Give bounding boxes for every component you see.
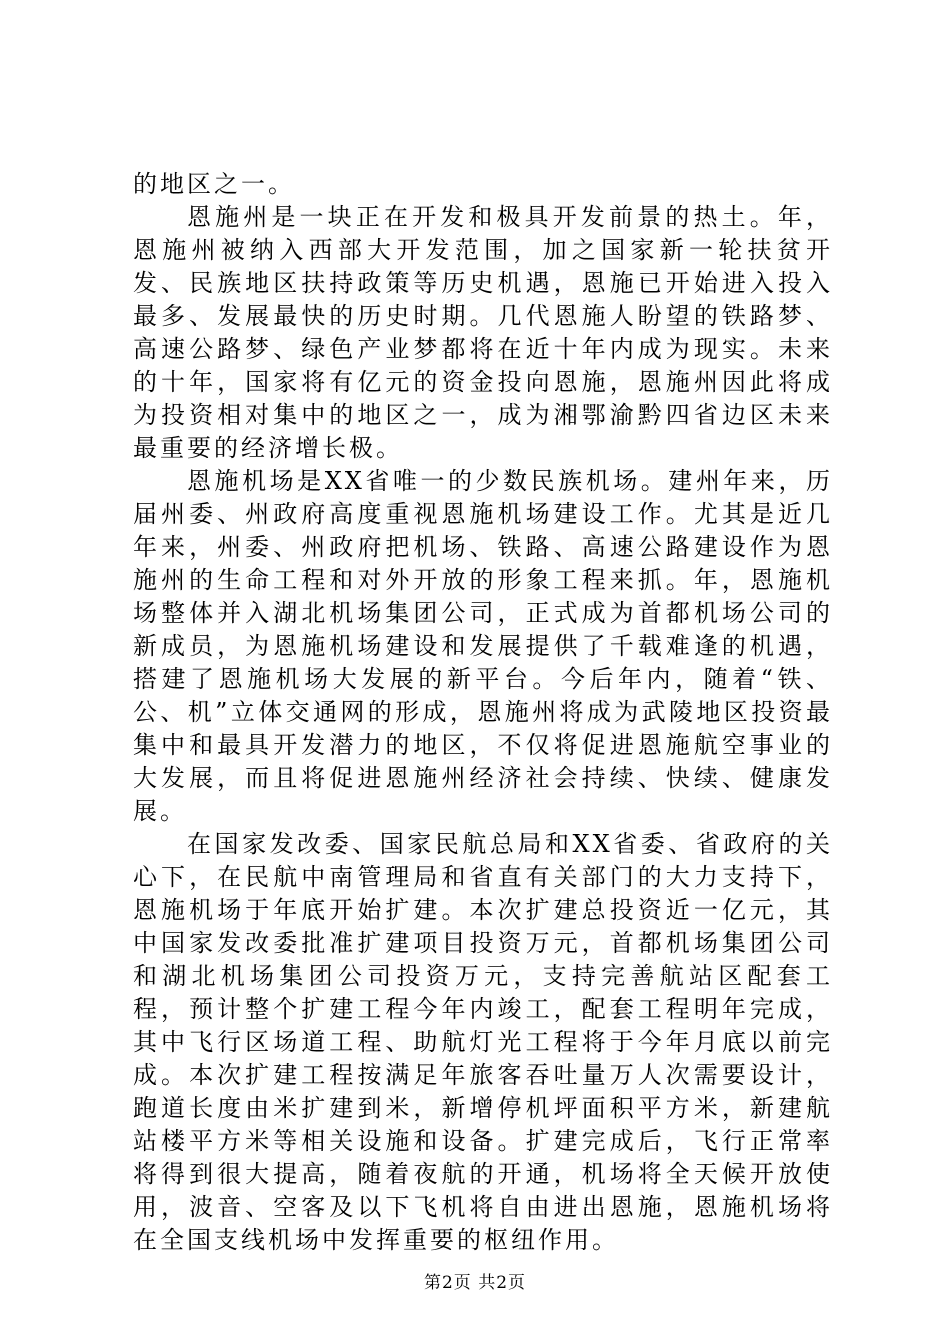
page-number-footer: 第2页 共2页	[423, 1273, 527, 1293]
paragraph-continuation: 的地区之一。	[133, 170, 295, 198]
paragraph-enshi-airport: 恩施机场是XX省唯一的少数民族机场。建州年来，历届州委、州政府高度重视恩施机场建设工作。尤其是近几年来，州委、州政府把机场、铁路、高速公路建设作为恩施州的生命工程和对外开放的形象工程来抓。年，恩施机场整体并入湖北机场集团公司，正式成为首都机场公司的新成员，为恩施机场建设和发展提供了千载难逢的机遇，搭建了恩施机场大发展的新平台。今后年内，随着“铁、公、机”立体交通网的形成，恩施州将成为武陵地区投资最集中和最具开发潜力的地区，不仅将促进恩施航空事业的大发展，而且将促进恩施州经济社会持续、快续、健康发展。	[133, 467, 833, 825]
paragraph-airport-expansion: 在国家发改委、国家民航总局和XX省委、省政府的关心下，在民航中南管理局和省直有关部门的大力支持下，恩施机场于年底开始扩建。本次扩建总投资近一亿元，其中国家发改委批准扩建项目投资万元，首都机场集团公司和湖北机场集团公司投资万元，支持完善航站区配套工程，预计整个扩建工程今年内竣工，配套工程明年完成，其中飞行区场道工程、助航灯光工程将于今年月底以前完成。本次扩建工程按满足年旅客吞吐量万人次需要设计，跑道长度由米扩建到米，新增停机坪面积平方米，新建航站楼平方米等相关设施和设备。扩建完成后，飞行正常率将得到很大提高，随着夜航的开通，机场将全天候开放使用，波音、空客及以下飞机将自由进出恩施，恩施机场将在全国支线机场中发挥重要的枢纽作用。	[133, 830, 833, 1254]
paragraph-enshi-prefecture: 恩施州是一块正在开发和极具开发前景的热土。年，恩施州被纳入西部大开发范围，加之国家新一轮扶贫开发、民族地区扶持政策等历史机遇，恩施已开始进入投入最多、发展最快的历史时期。几代恩施人盼望的铁路梦、高速公路梦、绿色产业梦都将在近十年内成为现实。未来的十年，国家将有亿元的资金投向恩施，恩施州因此将成为投资相对集中的地区之一，成为湘鄂渝黔四省边区未来最重要的经济增长极。	[133, 203, 833, 462]
document-body	[133, 168, 833, 1257]
